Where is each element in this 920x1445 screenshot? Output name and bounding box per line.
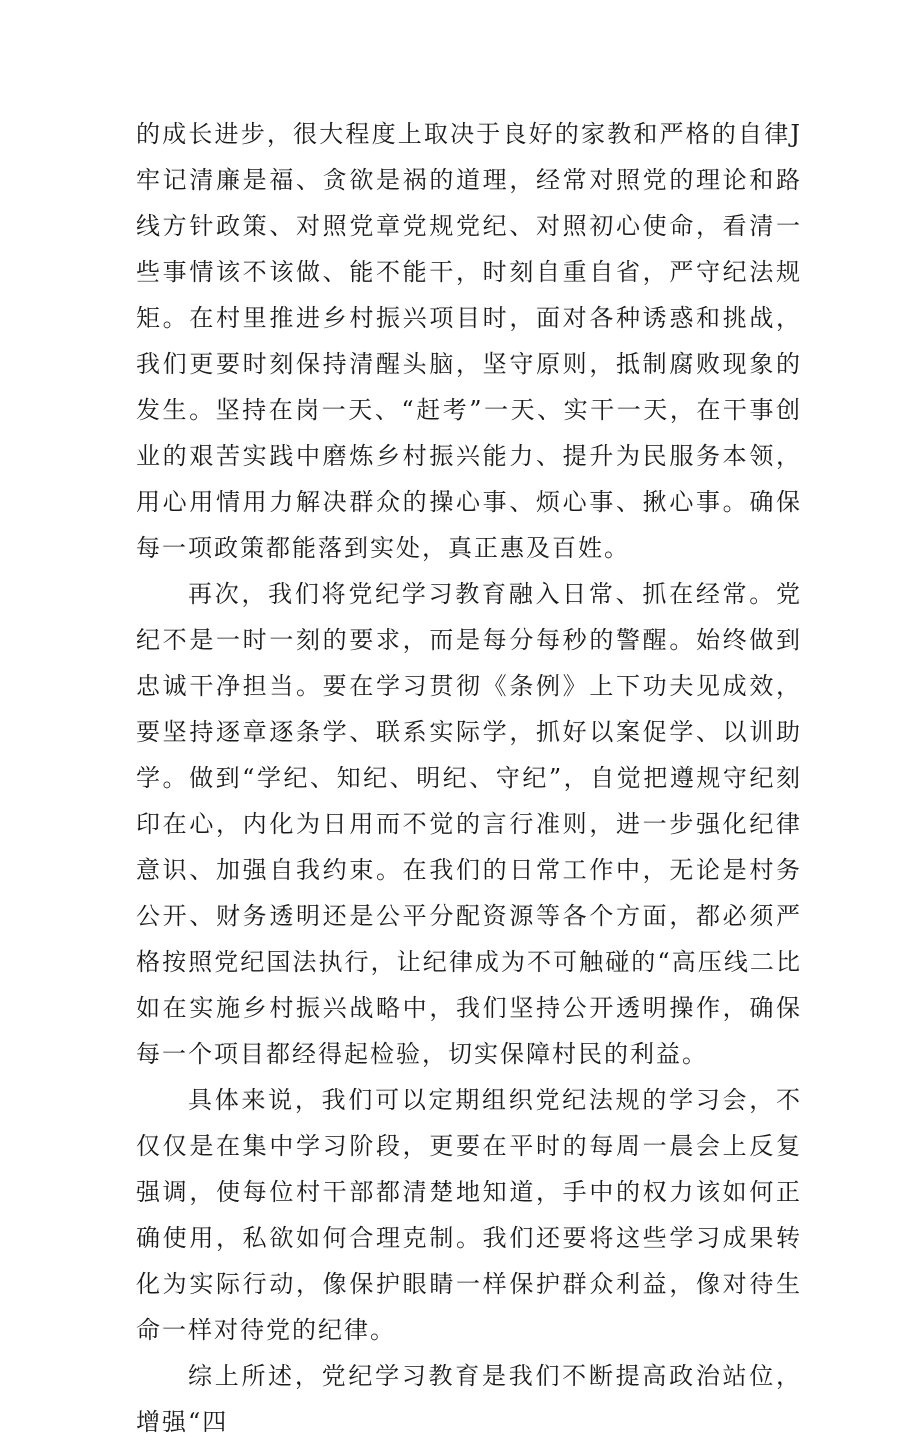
paragraph-integrate-discipline-daily: 再次，我们将党纪学习教育融入日常、抓在经常。党纪不是一时一刻的要求，而是每分每秒的警醒。始终做到忠诚干净担当。要在学习贯彻《条例》上下功夫见成效，要坚持逐章逐条学、联系实际学，抓好以案促学、以训助学。做到“学纪、知纪、明纪、守纪”，自觉把遵规守纪刻印在心，内化为日用而不觉的言行准则，进一步强化纪律意识、加强自我约束。在我们的日常工作中，无论是村务公开、财务透明还是公平分配资源等各个方面，都必须严格按照党纪国法执行，让纪律成为不可触碰的“高压线二比如在实施乡村振兴战略中，我们坚持公开透明操作，确保每一个项目都经得起检验，切实保障村民的利益。 (136, 580, 802, 1068)
paragraph-continuation: 的成长进步，很大程度上取决于良好的家教和严格的自律J牢记清廉是福、贪欲是祸的道理，经常对照党的理论和路线方针政策、对照党章党规党纪、对照初心使命，看清一些事情该不该做、能不能干，时刻自重自省，严守纪法规矩。在村里推进乡村振兴项目时，面对各种诱惑和挑战，我们更要时刻保持清醒头脑，坚守原则，抵制腐败现象的发生。坚持在岗一天、“赶考”一天、实干一天，在干事创业的艰苦实践中磨炼乡村振兴能力、提升为民服务本领，用心用情用力解决群众的操心事、烦心事、揪心事。确保每一项政策都能落到实处，真正惠及百姓。 (136, 120, 802, 562)
paragraph-summary: 综上所述，党纪学习教育是我们不断提高政治站位，增强“四 (136, 1362, 802, 1436)
paragraph-specific-measures: 具体来说，我们可以定期组织党纪法规的学习会，不仅仅是在集中学习阶段，更要在平时的每周一晨会上反复强调，使每位村干部都清楚地知道，手中的权力该如何正确使用，私欲如何合理克制。我们还要将这些学习成果转化为实际行动，像保护眼睛一样保护群众利益，像对待生命一样对待党的纪律。 (136, 1086, 802, 1344)
